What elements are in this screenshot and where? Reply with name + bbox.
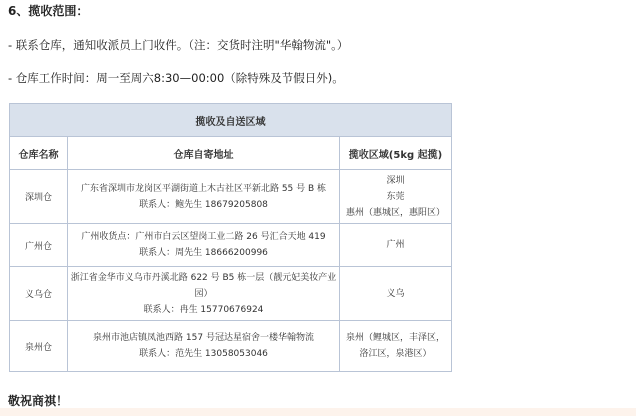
warehouse-address <box>68 267 340 321</box>
table-title: 揽收及自送区域 <box>10 104 452 137</box>
contact-line: 联系人：鲍先生 18679205808 <box>139 199 268 210</box>
section-heading: 6、揽收范围： <box>8 4 89 18</box>
warehouse-address <box>68 224 340 267</box>
contact-line: 联系人：冉生 15770676924 <box>143 304 264 315</box>
table-header-row <box>10 137 452 170</box>
address-line: 浙江省金华市义乌市丹溪北路 622 号 B5 栋一层（靓元妃美妆产业园） <box>70 272 337 299</box>
area-line: 惠州（惠城区，惠阳区） <box>345 207 445 218</box>
address-line: 广东省深圳市龙岗区平湖街道上木古社区平新北路 55 号 B 栋 <box>80 183 327 194</box>
area-line: 义乌 <box>386 288 405 299</box>
working-hours: - 仓库工作时间：周一至周六8:30—00:00（除特殊及节假日外)。 <box>8 71 344 85</box>
warehouse-address <box>68 170 340 224</box>
pickup-area <box>340 224 452 267</box>
table-title-row <box>10 104 452 137</box>
pickup-area <box>340 321 452 372</box>
closing-greeting: 敬祝商祺！ <box>8 394 69 408</box>
table-row <box>10 170 452 224</box>
area-line: 广州 <box>386 240 405 250</box>
bottom-strip <box>0 408 636 416</box>
contact-line: 联系人：周先生 18666200996 <box>139 248 268 258</box>
warehouse-address <box>68 321 340 372</box>
pickup-area <box>340 267 452 321</box>
pickup-area-table <box>9 103 452 372</box>
column-header-area: 揽收区域(5kg 起揽) <box>340 137 452 170</box>
area-line: 东莞 <box>386 191 405 202</box>
contact-line: 联系人：范先生 13058053046 <box>139 349 268 359</box>
table-row <box>10 321 452 372</box>
area-line: 深圳 <box>386 175 405 186</box>
area-line: 泉州（鲤城区，丰泽区， <box>345 333 445 343</box>
pickup-area <box>340 170 452 224</box>
table-row <box>10 224 452 267</box>
warehouse-name: 深圳仓 <box>10 170 68 224</box>
area-line: 洛江区，泉港区） <box>359 349 432 359</box>
column-header-name: 仓库名称 <box>10 137 68 170</box>
column-header-address: 仓库自寄地址 <box>68 137 340 170</box>
address-line: 泉州市池店镇凤池西路 157 号冠达星宿舍一楼华翰物流 <box>93 333 314 343</box>
contact-instruction: - 联系仓库，通知收派员上门收件。（注：交货时注明"华翰物流"。） <box>8 38 349 52</box>
warehouse-name: 泉州仓 <box>10 321 68 372</box>
table-row <box>10 267 452 321</box>
address-line: 广州收货点：广州市白云区望岗工业二路 26 号汇合天地 419 <box>81 232 326 242</box>
warehouse-name: 义乌仓 <box>10 267 68 321</box>
warehouse-name: 广州仓 <box>10 224 68 267</box>
